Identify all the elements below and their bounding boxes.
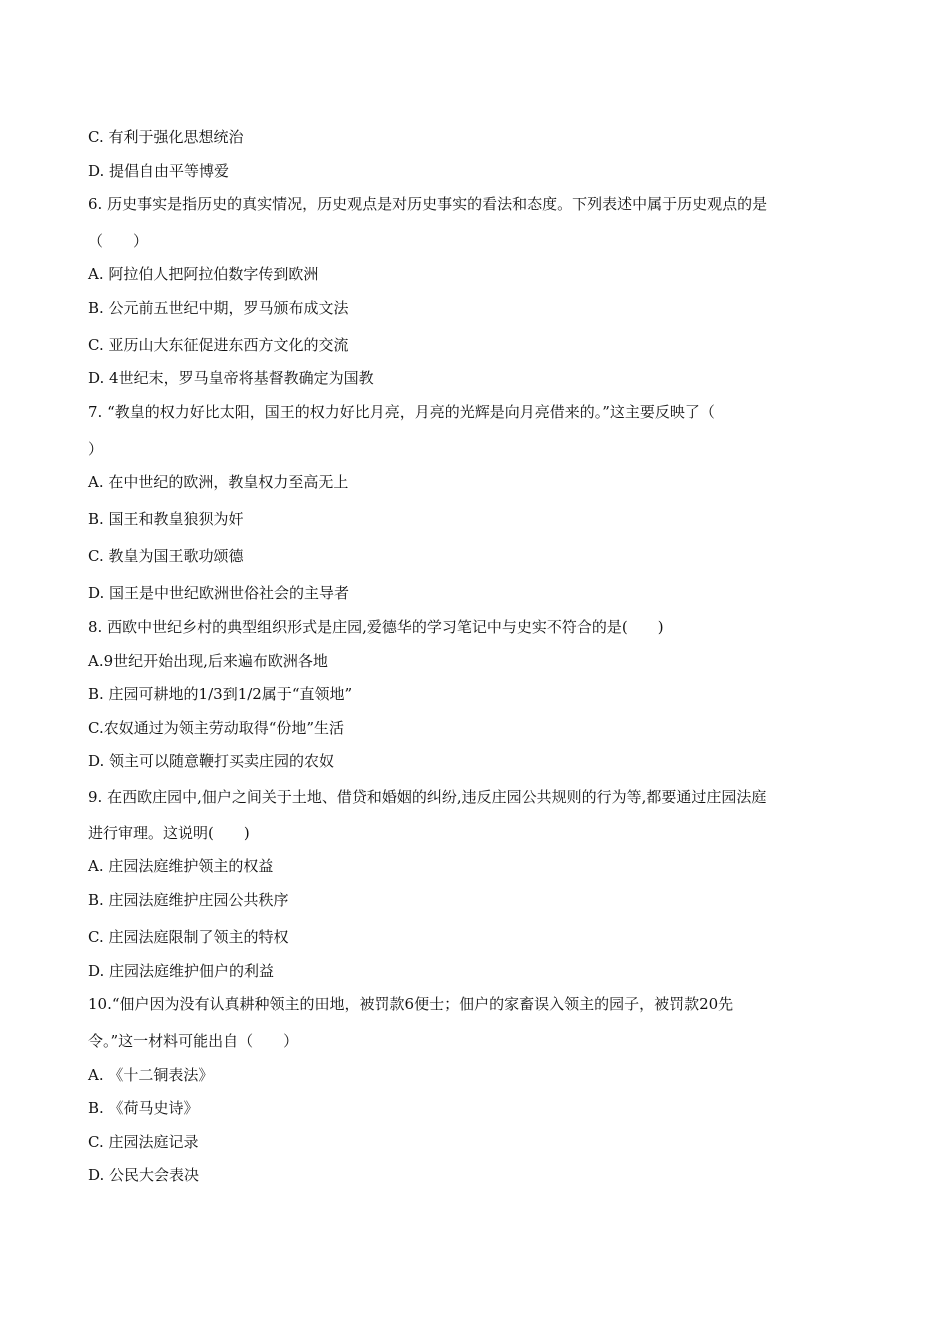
question-7-blank: ） [88,440,104,458]
option-8d: D. 领主可以随意鞭打买卖庄园的农奴 [88,752,335,770]
option-10c: C. 庄园法庭记录 [88,1133,199,1151]
option-7c: C. 教皇为国王歌功颂德 [88,547,244,565]
option-9b: B. 庄园法庭维护庄园公共秩序 [88,891,289,909]
option-5d: D. 提倡自由平等博爱 [88,162,230,180]
option-5c: C. 有利于强化思想统治 [88,128,244,146]
option-9a: A. 庄园法庭维护领主的权益 [88,857,274,875]
option-7a: A. 在中世纪的欧洲，教皇权力至高无上 [88,473,349,491]
question-6-stem: 6. 历史事实是指历史的真实情况，历史观点是对历史事实的看法和态度。下列表述中属于历史观点的是 [88,195,768,213]
option-8c: C.农奴通过为领主劳动取得“份地”生活 [88,719,345,737]
question-10-stem: 10.“佃户因为没有认真耕种领主的田地，被罚款6便士；佃户的家畜误入领主的园子，被罚款20先 [88,995,734,1013]
question-8-stem: 8. 西欧中世纪乡村的典型组织形式是庄园,爱德华的学习笔记中与史实不符合的是( ) [88,618,664,636]
option-6b: B. 公元前五世纪中期，罗马颁布成文法 [88,299,349,317]
option-6d: D. 4世纪末，罗马皇帝将基督教确定为国教 [88,369,374,387]
option-9c: C. 庄园法庭限制了领主的特权 [88,928,289,946]
question-9-stem-cont: 进行审理。这说明( ) [88,824,250,842]
question-10-stem-cont: 令。”这一材料可能出自（ ） [88,1032,299,1050]
question-6-blank: （ ） [88,232,149,250]
question-7-stem: 7. “教皇的权力好比太阳，国王的权力好比月亮，月亮的光辉是向月亮借来的。”这主要反映了（ [88,403,715,421]
option-7d: D. 国王是中世纪欧洲世俗社会的主导者 [88,584,350,602]
option-10d: D. 公民大会表决 [88,1166,200,1184]
option-6a: A. 阿拉伯人把阿拉伯数字传到欧洲 [88,265,319,283]
option-6c: C. 亚历山大东征促进东西方文化的交流 [88,336,349,354]
option-7b: B. 国王和教皇狼狈为奸 [88,510,244,528]
option-8a: A.9世纪开始出现,后来遍布欧洲各地 [88,652,328,670]
option-8b: B. 庄园可耕地的1/3到1/2属于“直领地” [88,685,353,703]
question-9-stem: 9. 在西欧庄园中,佃户之间关于土地、借贷和婚姻的纠纷,违反庄园公共规则的行为等,都要通过庄园法庭 [88,788,767,806]
option-10b: B. 《荷马史诗》 [88,1099,199,1117]
option-10a: A. 《十二铜表法》 [88,1066,214,1084]
option-9d: D. 庄园法庭维护佃户的利益 [88,962,275,980]
